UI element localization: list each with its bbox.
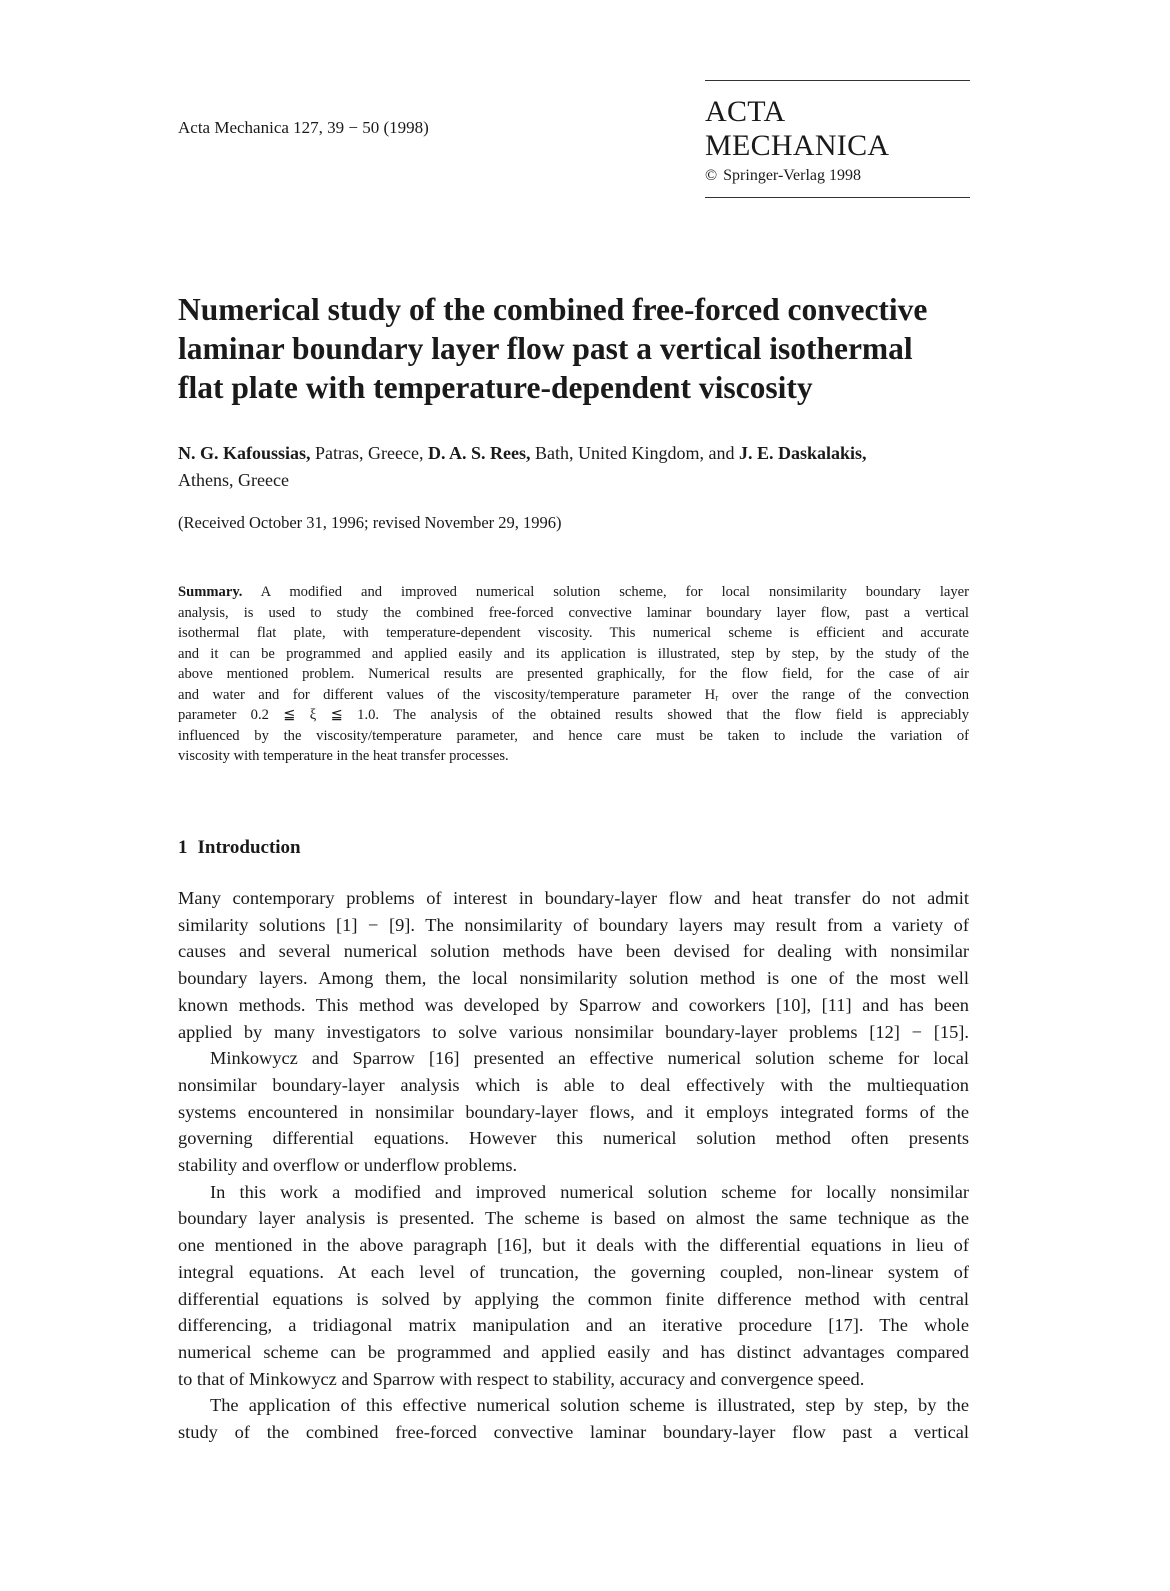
author-affiliation: Bath, United Kingdom, and bbox=[530, 443, 739, 463]
body-line: governing differential equations. However this numerical solution method often presents bbox=[178, 1128, 969, 1149]
masthead-top-rule bbox=[705, 80, 970, 81]
body-line: similarity solutions [1] − [9]. The nonsimilarity of boundary layers may result from a variety of bbox=[178, 914, 969, 935]
masthead-bottom-rule bbox=[705, 197, 970, 198]
body-line: nonsimilar boundary-layer analysis which is able to deal effectively with the multiequation bbox=[178, 1074, 969, 1095]
body-line: boundary layer analysis is presented. The scheme is based on almost the same technique as the bbox=[178, 1208, 969, 1229]
body-line: known methods. This method was developed by Sparrow and coworkers [10], [11] and has been bbox=[178, 994, 969, 1015]
body-line: differencing, a tridiagonal matrix manipulation and an iterative procedure [17]. The whole bbox=[178, 1315, 969, 1336]
summary-line: Summary. A modified and improved numerical solution scheme, for local nonsimilarity boundary layer bbox=[178, 584, 969, 600]
body-line: boundary layers. Among them, the local nonsimilarity solution method is one of the most well bbox=[178, 968, 969, 989]
body-line: numerical scheme can be programmed and applied easily and has distinct advantages compared bbox=[178, 1341, 969, 1362]
received-dates: (Received October 31, 1996; revised November 29, 1996) bbox=[178, 513, 562, 532]
body-line: stability and overflow or underflow problems. bbox=[178, 1155, 518, 1176]
summary-label: Summary. bbox=[178, 584, 243, 600]
section-heading-introduction bbox=[178, 837, 301, 859]
body-line: to that of Minkowycz and Sparrow with respect to stability, accuracy and convergence speed. bbox=[178, 1368, 865, 1389]
summary-line: isothermal flat plate, with temperature-dependent viscosity. This numerical scheme is efficient and accurate bbox=[178, 625, 969, 641]
body-line: applied by many investigators to solve various nonsimilar boundary-layer problems [12] − [15]. bbox=[178, 1021, 969, 1042]
body-line: one mentioned in the above paragraph [16], but it deals with the differential equations in lieu of bbox=[178, 1235, 969, 1256]
summary-line: viscosity with temperature in the heat transfer processes. bbox=[178, 748, 509, 764]
body-line: study of the combined free-forced convective laminar boundary-layer flow past a vertical bbox=[178, 1422, 969, 1443]
paper-title bbox=[178, 290, 978, 407]
body-line: systems encountered in nonsimilar boundary-layer flows, and it employs integrated forms of the bbox=[178, 1101, 969, 1122]
author-name: D. A. S. Rees, bbox=[427, 443, 531, 463]
body-line: differential equations is solved by applying the common finite difference method with central bbox=[178, 1288, 969, 1309]
body-line: The application of this effective numerical solution scheme is illustrated, step by step, by the bbox=[210, 1395, 969, 1416]
title-line: Numerical study of the combined free-forced convective bbox=[178, 292, 928, 327]
author-list bbox=[178, 440, 978, 494]
author-affiliation: Patras, Greece, bbox=[310, 443, 428, 463]
author-name: N. G. Kafoussias, bbox=[178, 443, 311, 463]
section-title: Introduction bbox=[197, 837, 301, 858]
body-line: Many contemporary problems of interest in boundary-layer flow and heat transfer do not admit bbox=[178, 888, 969, 908]
author-affiliation: Athens, Greece bbox=[178, 470, 289, 490]
copyright-icon: © bbox=[705, 167, 718, 184]
summary-line: analysis, is used to study the combined free-forced convective laminar boundary layer flow, past a vertical bbox=[178, 604, 969, 621]
body-line: integral equations. At each level of truncation, the governing coupled, non-linear system of bbox=[178, 1261, 969, 1282]
body-line: causes and several numerical solution methods have been devised for dealing with nonsimilar bbox=[178, 941, 969, 962]
summary-line: parameter 0.2 ≦ ξ ≦ 1.0. The analysis of the obtained results showed that the flow field is appreciably bbox=[178, 707, 969, 723]
journal-citation: Acta Mechanica 127, 39 − 50 (1998) bbox=[178, 118, 429, 137]
body-line: Minkowycz and Sparrow [16] presented an effective numerical solution scheme for local bbox=[210, 1048, 969, 1069]
summary-line: and it can be programmed and applied easily and its application is illustrated, step by step, by the study of the bbox=[178, 645, 969, 662]
title-line: laminar boundary layer flow past a vertical isothermal bbox=[178, 331, 913, 366]
title-line: flat plate with temperature-dependent viscosity bbox=[178, 370, 813, 405]
summary-line: and water and for different values of the viscosity/temperature parameter Hᵣ over the range of the convection bbox=[178, 686, 969, 703]
summary-line: above mentioned problem. Numerical results are presented graphically, for the flow field, for the case of air bbox=[178, 666, 969, 682]
journal-name: ACTA MECHANICA bbox=[705, 95, 890, 162]
summary-line: influenced by the viscosity/temperature parameter, and hence care must be taken to include the variation of bbox=[178, 727, 969, 744]
author-name: J. E. Daskalakis, bbox=[738, 443, 867, 463]
body-line: In this work a modified and improved numerical solution scheme for locally nonsimilar bbox=[210, 1181, 969, 1202]
copyright-line bbox=[705, 167, 970, 185]
section-number: 1 bbox=[178, 837, 188, 858]
copyright-text: Springer-Verlag 1998 bbox=[723, 167, 862, 184]
summary-abstract bbox=[178, 582, 969, 767]
journal-masthead bbox=[705, 80, 970, 198]
introduction-body bbox=[178, 885, 969, 1446]
